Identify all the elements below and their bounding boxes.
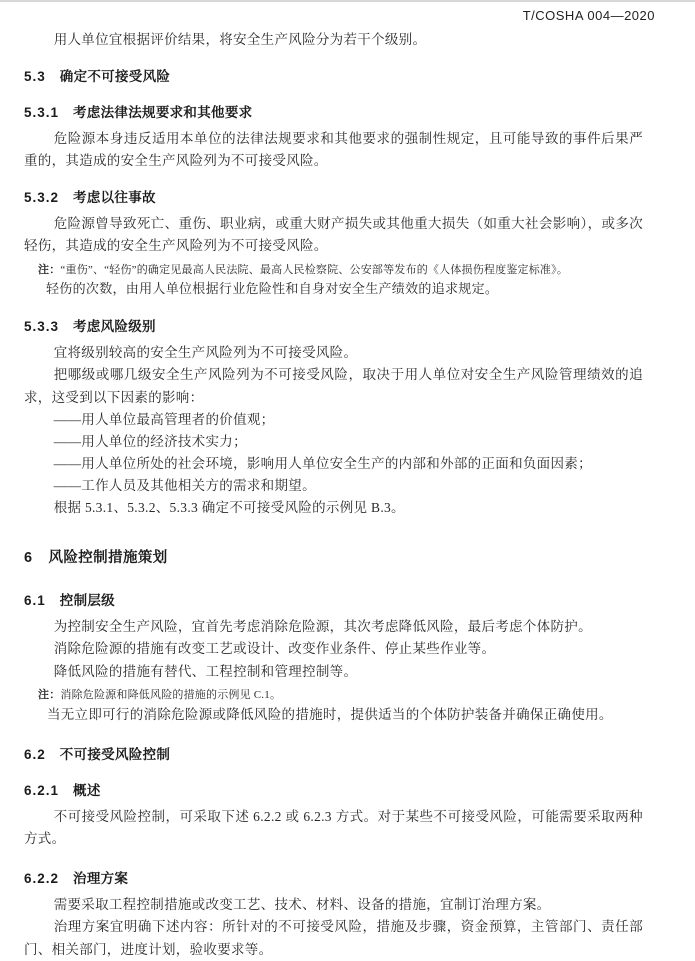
paragraph-6-1-d: 当无立即可行的消除危险源或降低风险的措施时，提供适当的个体防护装备并确保正确使用。 [46,707,613,722]
heading-number: 5.3 [24,68,46,84]
heading-number: 5.3.3 [24,318,60,334]
heading-title: 风险控制措施策划 [48,549,168,566]
heading-number: 5.3.2 [24,189,60,205]
heading-6-2 [24,743,643,763]
list-item: ——用人单位的经济技术实力； [53,434,247,449]
paragraph-5-3-3-c: 根据 5.3.1、5.3.2、5.3.3 确定不可接受风险的示例见 B.3。 [53,500,405,515]
heading-title: 治理方案 [73,870,129,886]
heading-title: 考虑以往事故 [73,189,156,205]
list-item: ——用人单位所处的社会环境，影响用人单位安全生产的内部和外部的正面和负面因素； [53,456,592,471]
note-5-3-2-continuation: 轻伤的次数，由用人单位根据行业危险性和自身对安全生产绩效的追求规定。 [46,280,499,296]
heading-5-3-2 [24,186,643,206]
heading-5-3-1 [24,101,643,121]
paragraph-5-3-2: 危险源曾导致死亡、重伤、职业病，或重大财产损失或其他重大损失（如重大社会影响），或多次轻伤，其造成的安全生产风险列为不可接受风险。 [24,215,643,253]
heading-6 [24,546,643,567]
heading-number: 5.3.1 [24,104,60,120]
note-text: 消除危险源和降低风险的措施的示例见 C.1。 [60,689,282,701]
heading-number: 6 [24,549,33,566]
doc-number-header: T/COSHA 004—2020 [522,8,655,23]
paragraph-intro: 用人单位宜根据评价结果，将安全生产风险分为若干个级别。 [53,32,427,47]
heading-number: 6.2.2 [24,870,60,886]
paragraph-6-2-2-b: 治理方案宜明确下述内容：所针对的不可接受风险，措施及步骤，资金预算，主管部门、责任部门、相关部门，进度计划，验收要求等。 [24,919,643,957]
paragraph-6-1-c: 降低风险的措施有替代、工程控制和管理控制等。 [53,663,358,679]
heading-5-3-3 [24,315,643,335]
heading-6-2-2 [24,867,643,887]
paragraph-6-1-a: 为控制安全生产风险，宜首先考虑消除危险源，其次考虑降低风险，最后考虑个体防护。 [53,618,592,634]
paragraph-6-2-1: 不可接受风险控制，可采取下述 6.2.2 或 6.2.3 方式。对于某些不可接受风险，可能需要采取两种方式。 [24,808,643,846]
heading-6-2-1 [24,779,643,799]
paragraph-5-3-1: 危险源本身违反适用本单位的法律法规要求和其他要求的强制性规定，且可能导致的事件后果严重的，其造成的安全生产风险列为不可接受风险。 [24,130,643,168]
note-text: “重伤”、“轻伤”的确定见最高人民法院、最高人民检察院、公安部等发布的《人体损伤程度鉴定标准》。 [60,263,569,276]
list-item: ——用人单位最高管理者的价值观； [53,412,275,427]
heading-title: 考虑风险级别 [73,318,156,334]
paragraph-5-3-3-a: 宜将级别较高的安全生产风险列为不可接受风险。 [53,344,358,360]
note-6-1 [38,686,643,704]
note-label: 注： [38,263,61,276]
heading-title: 概述 [73,782,101,798]
heading-5-3 [24,65,643,85]
heading-title: 控制层级 [59,592,115,608]
heading-title: 考虑法律法规要求和其他要求 [73,104,253,120]
document-content [0,2,695,961]
heading-number: 6.2 [24,746,46,762]
heading-title: 不可接受风险控制 [59,746,171,762]
note-5-3-2 [38,261,643,279]
note-label: 注： [38,689,61,701]
heading-number: 6.2.1 [24,782,60,798]
heading-number: 6.1 [24,592,46,608]
list-item: ——工作人员及其他相关方的需求和期望。 [53,478,316,493]
heading-6-1 [24,589,643,609]
paragraph-6-2-2-a: 需要采取工程控制措施或改变工艺、技术、材料、设备的措施，宜制订治理方案。 [53,896,551,912]
paragraph-6-1-b: 消除危险源的措施有改变工艺或设计、改变作业条件、停止某些作业等。 [53,641,496,656]
paragraph-5-3-3-b: 把哪级或哪几级安全生产风险列为不可接受风险，取决于用人单位对安全生产风险管理绩效的追求，这受到以下因素的影响： [24,367,643,405]
heading-title: 确定不可接受风险 [59,68,171,84]
